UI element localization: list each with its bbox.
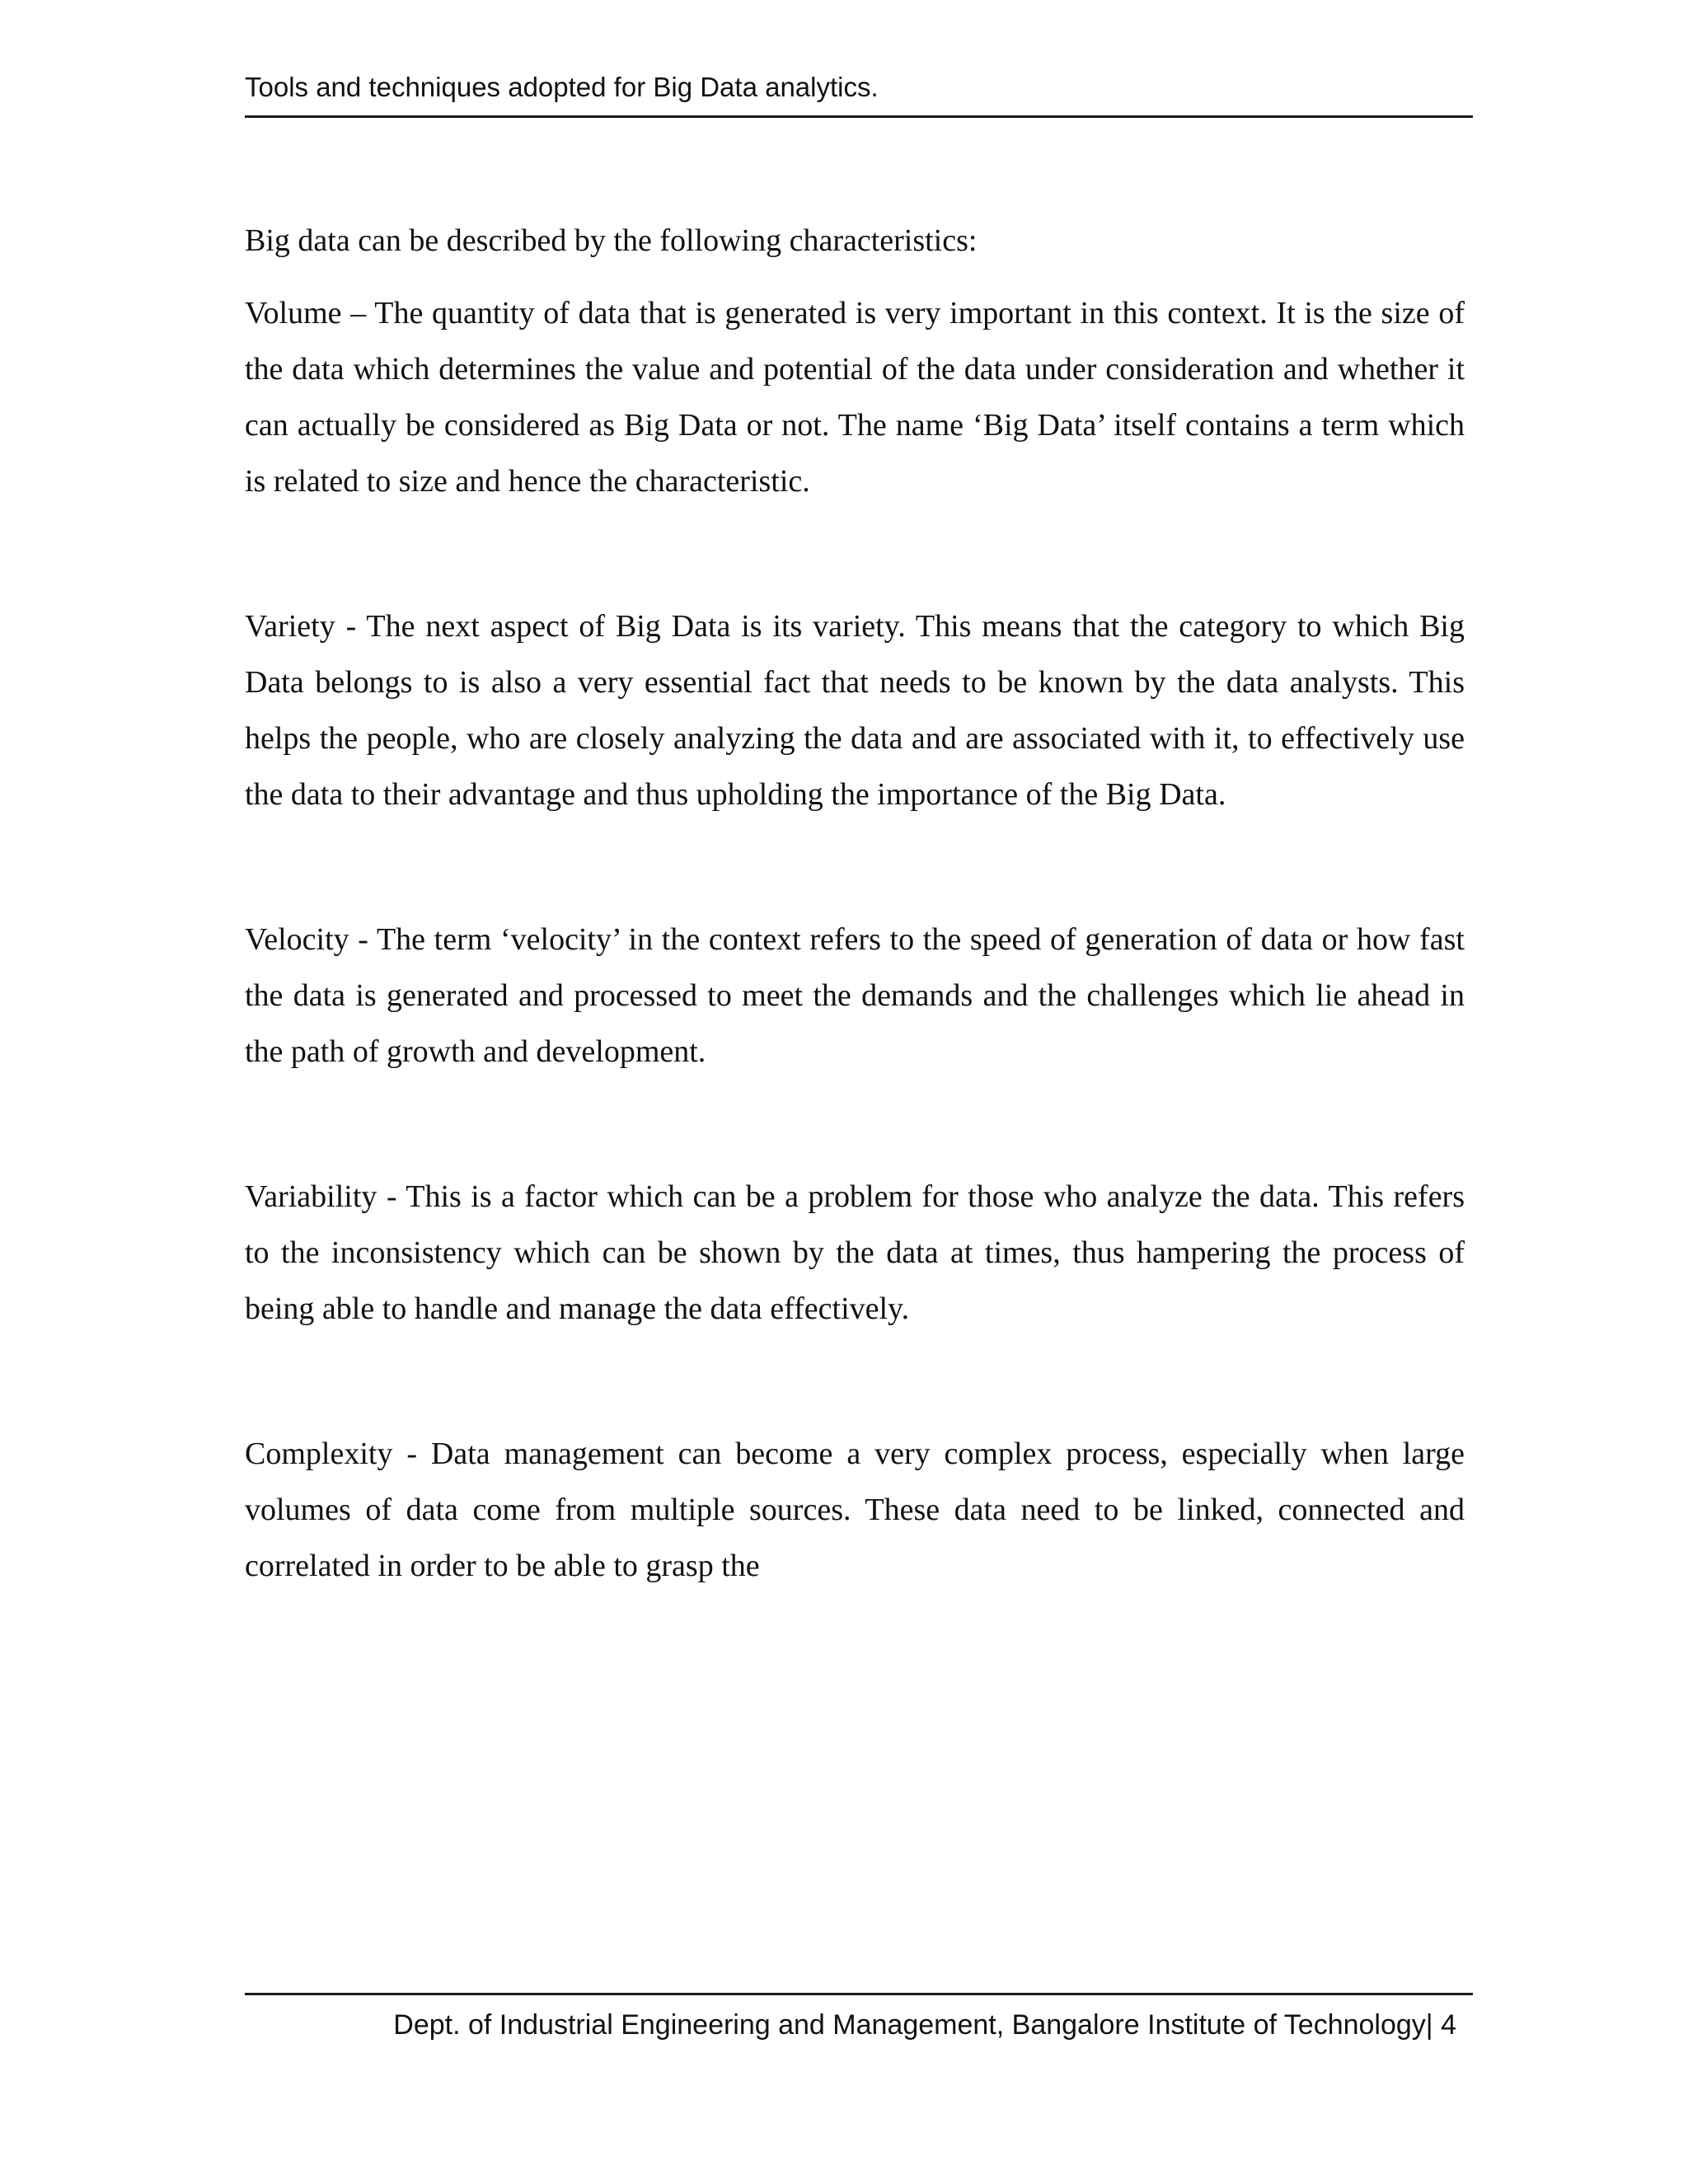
document-body — [245, 213, 1465, 1594]
footer-text: Dept. of Industrial Engineering and Management, Bangalore Institute of Technology| 4 — [393, 2009, 1456, 2041]
paragraph-volume: Volume – The quantity of data that is generated is very important in this context. It is the size of the data which determines the value and potential of the data under consideration and whether it can actually be considered as Big Data or not. The name ‘Big Data’ itself contains a term which is related to size and hence the characteristic. — [245, 296, 1465, 499]
page-header — [245, 69, 1473, 118]
paragraph-complexity: Complexity - Data management can become a very complex process, especially when large volumes of data come from multiple sources. These data need to be linked, connected and correlated in order to be able to grasp the — [245, 1436, 1465, 1583]
paragraph-variety: Variety - The next aspect of Big Data is its variety. This means that the category to which Big Data belongs to is also a very essential fact that needs to be known by the data analysts. This helps the people, who are closely analyzing the data and are associated with it, to effectively use the data to their advantage and thus upholding the importance of the Big Data. — [245, 609, 1465, 812]
paragraph-velocity: Velocity - The term ‘velocity’ in the context refers to the speed of generation of data or how fast the data is generated and processed to meet the demands and the challenges which lie ahead in the path of growth and development. — [245, 922, 1465, 1069]
paragraph-variability: Variability - This is a factor which can be a problem for those who analyze the data. This refers to the inconsistency which can be shown by the data at times, thus hampering the process of being able to handle and manage the data effectively. — [245, 1179, 1465, 1326]
page-footer — [245, 1993, 1473, 2041]
intro-paragraph: Big data can be described by the following characteristics: — [245, 223, 978, 258]
header-title: Tools and techniques adopted for Big Data analytics. — [245, 72, 879, 102]
